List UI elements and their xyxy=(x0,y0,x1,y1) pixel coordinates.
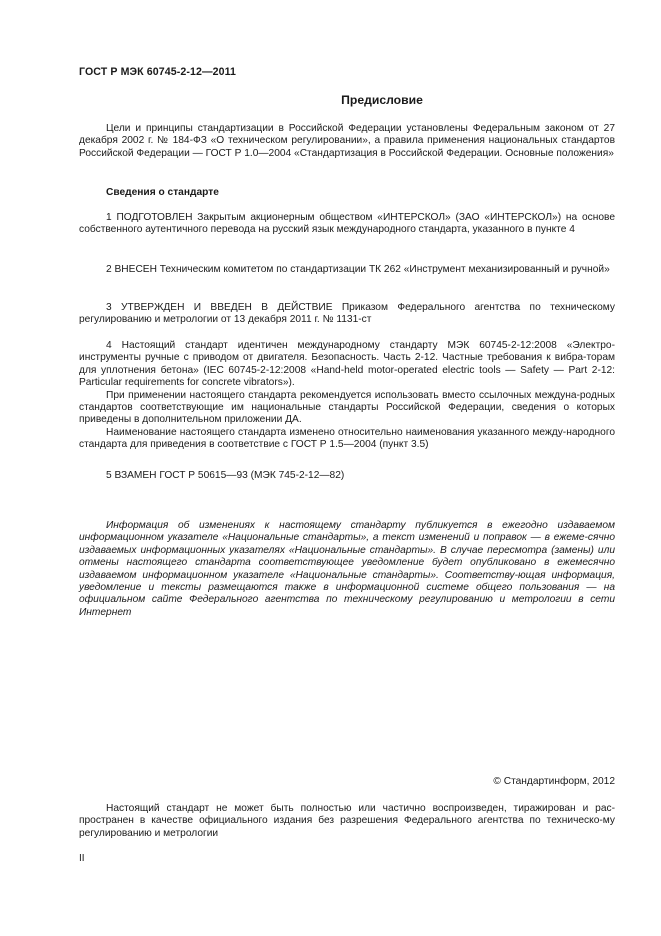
info-text: Информация об изменениях к настоящему стандарту публикуется в ежегодно издаваемом информационном указателе «Национальные стандарты», а текст изменений и поправок — в ежеме-сячно издаваемых информационных указателях «Национальные стандарты». В случае пересмотра (замены) или отмены настоящего стандарта соответствующее уведомление будет опубликовано в ежемесячно издаваемом информационном указателе «Национальные стандарты». Соответству-ющая информация, уведомление и тексты размещаются также в информационной системе общего пользования — на официальном сайте Федерального агентства по техническому регулированию и метрологии в сети Интернет xyxy=(79,520,615,618)
item-3 xyxy=(79,302,615,327)
notice-text: Настоящий стандарт не может быть полностью или частично воспроизведен, тиражирован и рас-пространен в качестве официального издания без разрешения Федерального агентства по техническо-му регулированию и метрологии xyxy=(79,803,615,839)
notice-paragraph xyxy=(79,803,615,840)
item-5 xyxy=(79,470,615,482)
copyright: © Стандартинформ, 2012 xyxy=(493,776,615,787)
item-3-text: 3 УТВЕРЖДЕН И ВВЕДЕН В ДЕЙСТВИЕ Приказом Федерального агентства по техническому регулированию и метрологии от 13 декабря 2011 г. № 1131-ст xyxy=(79,302,615,326)
item-4-note-2: Наименование настоящего стандарта изменено относительно наименования указанного между-народного стандарта для приведения в соответствие с ГОСТ Р 1.5—2004 (пункт 3.5) xyxy=(79,426,615,451)
info-paragraph xyxy=(79,520,615,619)
document-header: ГОСТ Р МЭК 60745-2-12—2011 xyxy=(79,66,237,78)
intro-paragraph xyxy=(79,123,615,160)
item-4 xyxy=(79,340,615,452)
item-1-text: 1 ПОДГОТОВЛЕН Закрытым акционерным обществом «ИНТЕРСКОЛ» (ЗАО «ИНТЕРСКОЛ») на основе собственного аутентичного перевода на русский язык международного стандарта, указанного в пункте 4 xyxy=(79,212,615,236)
item-1 xyxy=(79,212,615,237)
intro-text: Цели и принципы стандартизации в Российской Федерации установлены Федеральным законом от 27 декабря 2002 г. № 184-ФЗ «О техническом регулировании», а правила применения национальных стандартов Российской Федерации — ГОСТ Р 1.0—2004 «Стандартизация в Российской Федерации. Основные положения» xyxy=(79,123,615,159)
item-4-text: 4 Настоящий стандарт идентичен международному стандарту МЭК 60745-2-12:2008 «Электро-инструменты ручные с приводом от двигателя. Безопасность. Часть 2-12. Частные требования к вибра-торам для уплотнения бетона» (IEC 60745-2-12:2008 «Hand-held motor-operated electric tools — Safety — Part 2-12: Particular requirements for concrete vibrators»). xyxy=(79,340,615,389)
item-4-note-1: При применении настоящего стандарта рекомендуется использовать вместо ссылочных междуна-родных стандартов соответствующие им национальные стандарты Российской Федерации, сведения о которых приведены в дополнительном приложении ДА. xyxy=(79,389,615,426)
item-2-text: 2 ВНЕСЕН Техническим комитетом по стандартизации ТК 262 «Инструмент механизированный и ручной» xyxy=(106,264,610,275)
item-2 xyxy=(79,264,615,276)
page-title: Предисловие xyxy=(341,93,423,107)
item-5-text: 5 ВЗАМЕН ГОСТ Р 50615—93 (МЭК 745-2-12—82) xyxy=(106,470,345,481)
section-subheading: Сведения о стандарте xyxy=(106,187,219,198)
page-number: II xyxy=(79,853,85,864)
